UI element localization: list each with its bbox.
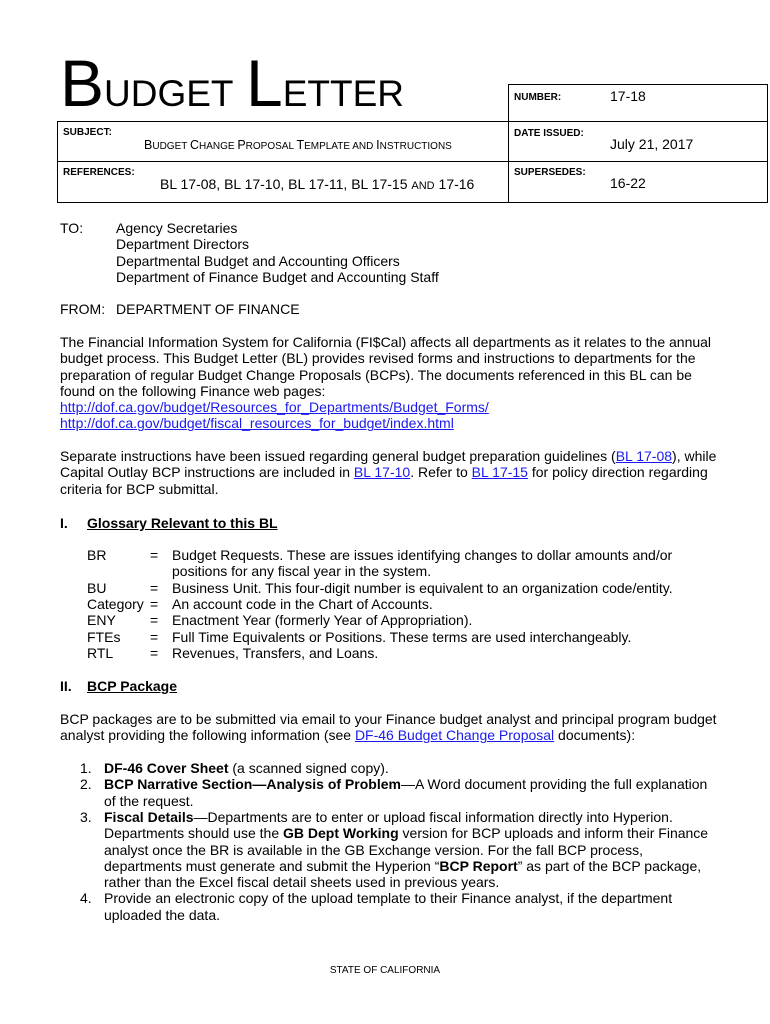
text: —Departments are to enter or upload fiscal information directly into Hyperion. [193, 808, 673, 825]
title-etter: ETTER [282, 73, 404, 114]
text: for policy direction regarding [527, 464, 708, 481]
header-box-bottom-line [57, 202, 508, 203]
list-number: 3. [80, 808, 92, 825]
section-1-numeral: I. [60, 515, 68, 531]
from-label: FROM: [60, 301, 106, 317]
glossary-equals: = [150, 644, 159, 661]
list-item-text [104, 809, 720, 825]
list-item-text: Provide an electronic copy of the upload template to their Finance analyst, if the department [104, 890, 673, 907]
text: of the request. [104, 792, 194, 809]
df-46-link[interactable]: DF-46 Budget Change Proposal [354, 727, 555, 744]
bcp-intro-line-2 [60, 727, 740, 743]
bold-term: GB Dept Working [283, 825, 399, 842]
fiscal-resources-link[interactable]: http://dof.ca.gov/budget/fiscal_resources_for_budget/index.html [60, 415, 454, 432]
glossary-term: BU [87, 579, 107, 596]
header-box-left-line [57, 121, 58, 203]
date-issued-value: July 21, 2017 [610, 136, 694, 152]
text [104, 858, 720, 874]
subject-part: UDGET [152, 141, 190, 152]
references-and: AND [411, 180, 435, 192]
intro-line: The Financial Information System for California (FI$Cal) affects all departments as it relates to the annual [60, 334, 712, 350]
number-value: 17-18 [610, 88, 646, 104]
subject-part: NSTRUCTIONS [379, 141, 452, 152]
glossary-definition: Business Unit. This four-digit number is equivalent to an organization code/entity. [172, 579, 673, 596]
header-right-line-2 [508, 161, 768, 162]
from-value: DEPARTMENT OF FINANCE [116, 301, 300, 317]
bold-term: BCP Narrative Section—Analysis of Problem [104, 776, 401, 793]
intro-line: found on the following Finance web pages: [60, 382, 326, 399]
text: Departments should use the [104, 825, 283, 842]
header-box-top-line [57, 121, 508, 122]
supersedes-label: SUPERSEDES: [514, 167, 586, 178]
glossary-definition: An account code in the Chart of Accounts. [172, 595, 433, 612]
bl-17-15-link[interactable]: BL 17-15 [471, 464, 528, 481]
separate-line-1 [60, 448, 740, 464]
subject-part: P [237, 138, 246, 152]
title-letter-l: L [245, 46, 283, 120]
subject-part: ROPOSAL [245, 141, 297, 152]
intro-line: budget process. This Budget Letter (BL) provides revised forms and instructions to departments for the [60, 350, 696, 367]
to-recipients [116, 220, 439, 285]
glossary-equals: = [150, 628, 159, 645]
references-value [160, 176, 474, 192]
document-title [60, 46, 404, 120]
bcp-intro-line-1: BCP packages are to be submitted via email to your Finance budget analyst and principal program budget [60, 711, 717, 727]
list-number: 2. [80, 776, 92, 793]
list-item-text [104, 776, 720, 792]
recipient: Agency Secretaries [116, 220, 238, 236]
references-list: BL 17-08, BL 17-10, BL 17-11, BL 17-15 [160, 176, 408, 192]
subject-label: SUBJECT: [63, 127, 112, 138]
bcp-list [0, 760, 770, 930]
text: uploaded the data. [104, 906, 220, 923]
separate-line-3: criteria for BCP submittal. [60, 480, 219, 497]
glossary-term: RTL [87, 644, 114, 661]
glossary-term: BR [87, 547, 107, 563]
bcp-package-intro [60, 711, 740, 744]
text: Separate instructions have been issued regarding general budget preparation guidelines ( [60, 448, 616, 464]
title-letter-b: B [60, 46, 105, 120]
bl-17-08-link[interactable]: BL 17-08 [615, 448, 673, 464]
list-item-text [104, 760, 720, 776]
subject-part: EMPLATE AND [304, 141, 377, 152]
list-number: 4. [80, 890, 92, 907]
to-label: TO: [60, 220, 84, 236]
separate-instructions-paragraph [60, 448, 740, 497]
text: analyst providing the following information (see [60, 727, 355, 744]
text [104, 825, 720, 841]
bold-term: BCP Report [439, 857, 518, 874]
text: rather than the Excel fiscal detail sheets used in previous years. [104, 874, 500, 891]
subject-part: C [189, 138, 199, 152]
glossary-definition: positions for any fiscal year in the system. [172, 563, 432, 580]
bl-17-10-link[interactable]: BL 17-10 [353, 464, 411, 481]
subject-part: HANGE [198, 141, 238, 152]
references-label: REFERENCES: [63, 167, 135, 178]
glossary-definition: Revenues, Transfers, and Loans. [172, 644, 379, 661]
glossary-definition: Budget Requests. These are issues identifying changes to dollar amounts and/or [172, 547, 673, 563]
header-box-mid-line [57, 161, 508, 162]
section-1-heading: Glossary Relevant to this BL [87, 515, 278, 531]
footer-text: STATE OF CALIFORNIA [329, 965, 441, 976]
recipient: Departmental Budget and Accounting Officers [116, 252, 400, 269]
glossary-equals: = [150, 612, 159, 629]
text: —A Word document providing the full explanation [400, 776, 708, 793]
title-udget: UDGET [104, 73, 234, 114]
glossary-term: FTEs [87, 628, 121, 645]
text: documents): [554, 727, 636, 744]
glossary-definition: Full Time Equivalents or Positions. These terms are used interchangeably. [172, 628, 632, 645]
subject-part: T [296, 138, 305, 152]
intro-line: preparation of regular Budget Change Proposals (BCPs). The documents referenced in this BL can be [60, 366, 692, 383]
section-2-numeral: II. [60, 678, 72, 694]
list-number: 1. [80, 760, 92, 776]
separate-line-2 [60, 464, 740, 480]
text: (a scanned signed copy). [228, 760, 389, 776]
references-tail: 17-16 [438, 176, 475, 192]
supersedes-value: 16-22 [610, 175, 646, 191]
text: . Refer to [410, 464, 472, 481]
subject-value [144, 136, 452, 154]
date-issued-label: DATE ISSUED: [514, 128, 584, 139]
glossary [0, 547, 770, 667]
number-label: NUMBER: [514, 92, 562, 103]
text: ” as part of the BCP package, [517, 857, 702, 874]
recipient: Department Directors [116, 236, 250, 253]
text: ), while [672, 448, 717, 464]
subject-part: I [376, 138, 380, 152]
intro-paragraph [60, 334, 740, 432]
section-2-heading: BCP Package [87, 678, 178, 694]
header-right-line-1 [508, 121, 768, 122]
subject-part: B [144, 138, 153, 152]
text: version for BCP uploads and inform their Finance [398, 825, 709, 842]
text: analyst once the BR is available in the GB Exchange version. For the fall BCP process, [104, 841, 644, 858]
bold-term: DF-46 Cover Sheet [104, 760, 229, 776]
glossary-equals: = [150, 579, 159, 596]
text: departments must generate and submit the Hyperion “ [104, 857, 440, 874]
budget-forms-link[interactable]: http://dof.ca.gov/budget/Resources_for_Departments/Budget_Forms/ [60, 399, 489, 416]
recipient: Department of Finance Budget and Accounting Staff [116, 268, 439, 285]
glossary-term: ENY [87, 612, 116, 629]
glossary-definition: Enactment Year (formerly Year of Appropriation). [172, 612, 473, 629]
bold-term: Fiscal Details [104, 808, 194, 825]
glossary-equals: = [150, 595, 159, 612]
glossary-term: Category [87, 595, 144, 612]
text: Capital Outlay BCP instructions are included in [60, 464, 354, 481]
glossary-equals: = [150, 547, 159, 563]
